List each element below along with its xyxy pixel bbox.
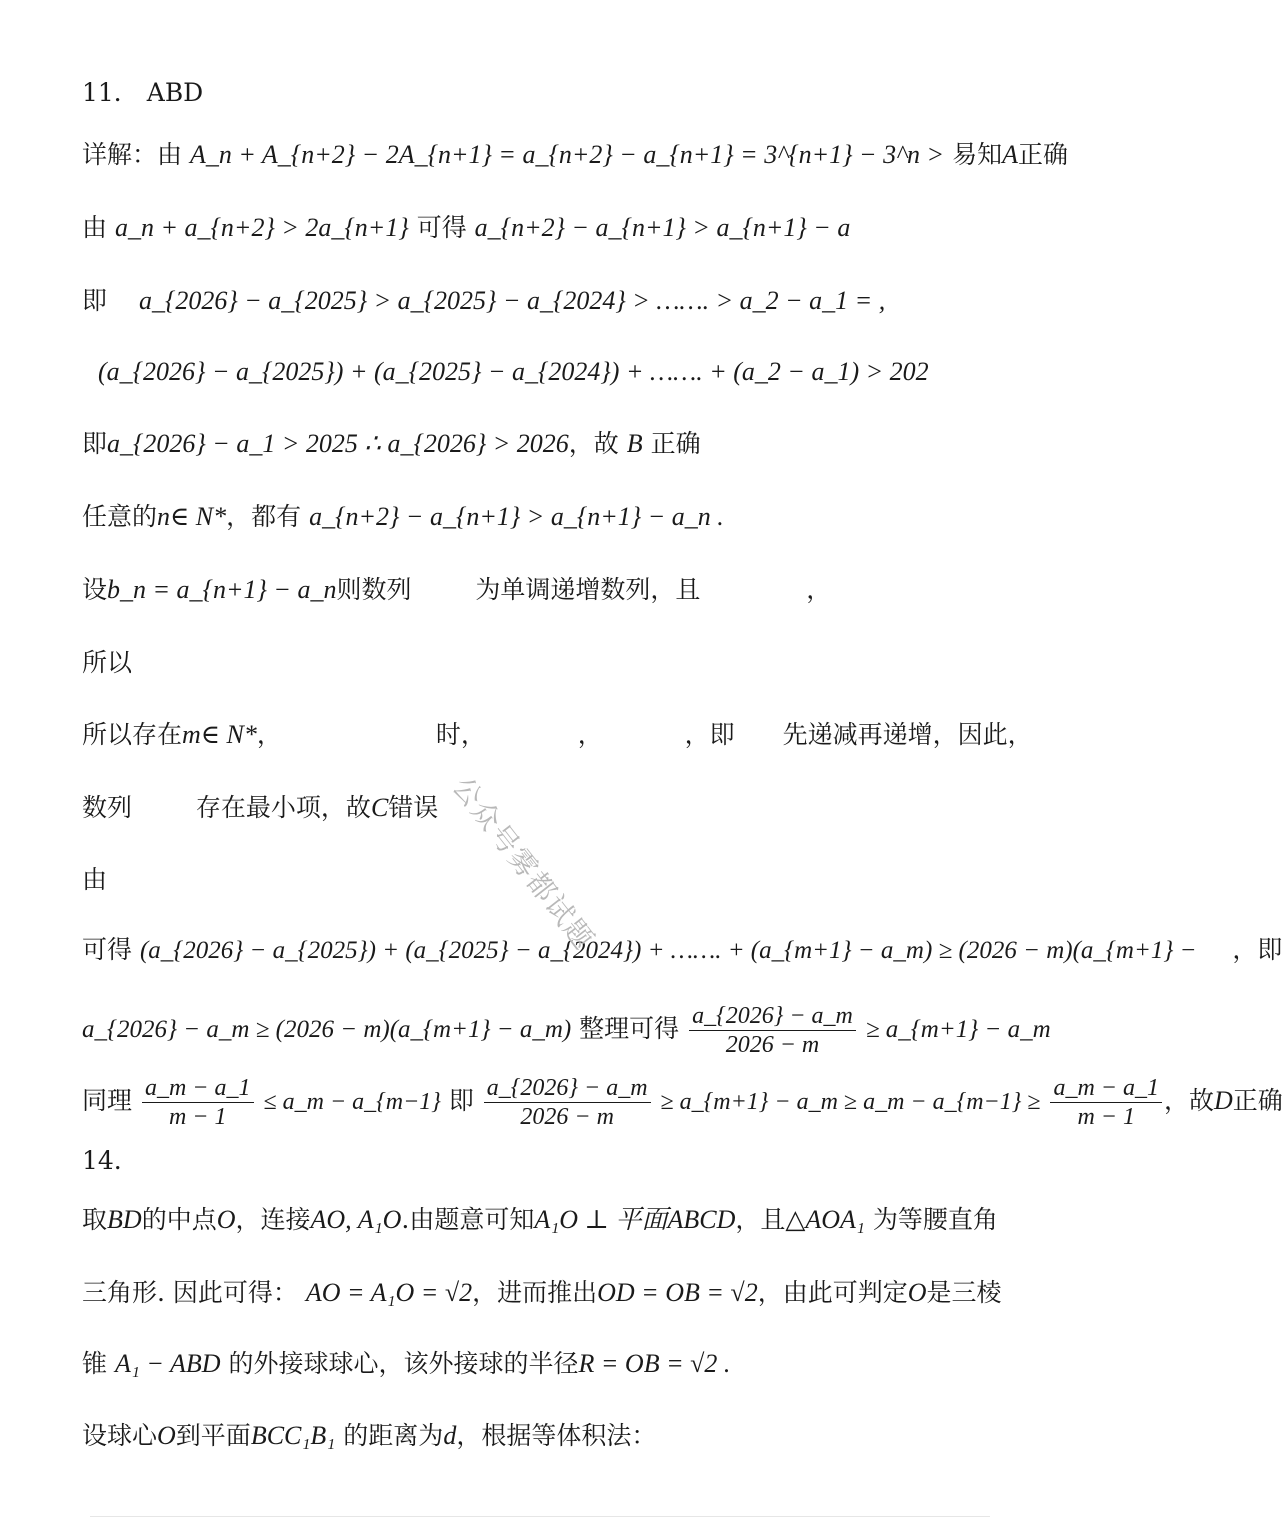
fraction-denominator: m − 1	[1077, 1104, 1135, 1130]
text: 可得	[82, 935, 133, 964]
line-midpoint	[82, 1203, 998, 1237]
text: 即	[448, 1086, 474, 1115]
text: 正确	[1017, 140, 1068, 169]
text: ，进而推出	[472, 1278, 598, 1307]
math-expression: ≥ a_{m+1} − a_m ≥ a_m − a_{m−1} ≥	[660, 1089, 1041, 1115]
math-expression: (a_{2026} − a_{2025}) + (a_{2025} − a_{2024}) + ……. + (a_{m+1} − a_m) ≥ (2026 − m)(a_{m+1} −	[139, 937, 1197, 964]
text: 存在最小项，故	[195, 793, 371, 822]
fraction-denominator: m − 1	[168, 1104, 227, 1130]
text: 时，	[435, 720, 486, 749]
text: 整理可得	[579, 1014, 680, 1043]
fraction-numerator: a_m − a_1	[1050, 1074, 1162, 1103]
fraction-numerator: a_{2026} − a_m	[689, 1002, 856, 1031]
math-expression: m∈ N*	[182, 720, 257, 749]
text: 正确	[1232, 1086, 1283, 1115]
text: ，	[577, 720, 603, 749]
text: ，即	[684, 720, 735, 749]
math-expression: OD = OB = √2	[597, 1278, 758, 1307]
text: 任意的	[82, 502, 158, 531]
line-sum	[82, 355, 929, 389]
text: ，	[256, 720, 282, 749]
math-symbol: B	[626, 429, 643, 458]
line-circumsphere	[82, 1347, 730, 1381]
math-expression: a_{2026} − a_1 > 2025 ∴ a_{2026} > 2026	[107, 429, 569, 458]
text: 即	[82, 286, 108, 315]
fraction-numerator: a_{2026} − a_m	[484, 1074, 651, 1103]
fraction-numerator: a_m − a_1	[142, 1074, 254, 1103]
math-symbol: d	[443, 1421, 457, 1450]
math-expression: a_n + a_{n+2} > 2a_{n+1}	[114, 213, 409, 242]
line-define-b	[82, 573, 831, 607]
math-expression: a_{n+2} − a_{n+1} > a_{n+1} − a	[474, 213, 851, 242]
math-expression: a_{2026} − a_{2025} > a_{2025} − a_{2024} > ……. > a_2 − a_1 = ,	[138, 286, 886, 315]
text: ，即	[1232, 935, 1283, 964]
text: 的中点	[141, 1205, 217, 1234]
math-expression: BD	[107, 1205, 142, 1234]
text: 设	[82, 575, 108, 604]
fraction	[1050, 1074, 1162, 1131]
text: 可得	[416, 213, 467, 242]
fraction	[689, 1002, 856, 1059]
page-edge-divider	[90, 1516, 990, 1517]
text: 数列	[82, 793, 133, 822]
fraction	[142, 1074, 254, 1131]
math-expression: A_n + A_{n+2} − 2A_{n+1} = a_{n+2} − a_{n+1} = 3^{n+1} − 3^n >	[189, 140, 945, 169]
text: 三角形. 因此可得：	[82, 1278, 298, 1307]
math-symbol: C	[370, 793, 389, 822]
line-answer-14: 14.	[82, 1146, 122, 1175]
line-therefore: 所以	[82, 648, 133, 677]
math-symbol: O	[157, 1421, 176, 1450]
text: 则数列	[336, 575, 412, 604]
math-symbol: O	[216, 1205, 236, 1234]
text: ，都有	[226, 502, 302, 531]
math-expression: R = OB = √2 .	[578, 1349, 731, 1378]
text: 是三棱	[926, 1278, 1002, 1307]
line-min-term	[82, 791, 438, 825]
fraction	[484, 1074, 651, 1131]
math-expression: AO = A₁O = √2	[305, 1278, 473, 1307]
line-solution-start	[82, 138, 1068, 172]
math-symbol: A	[1002, 140, 1018, 169]
text: 错误	[388, 793, 439, 822]
text: 取	[82, 1205, 108, 1234]
text: ，由此可判定	[757, 1278, 908, 1307]
math-expression: (a_{2026} − a_{2025}) + (a_{2025} − a_{2024}) + ……. + (a_2 − a_1) > 202	[98, 357, 929, 386]
math-expression: a_{n+2} − a_{n+1} > a_{n+1} − a_n .	[309, 502, 724, 531]
text: 先递减再递增，因此，	[782, 720, 1033, 749]
math-expression: a_{2026} − a_m ≥ (2026 − m)(a_{m+1} − a_m)	[82, 1016, 572, 1043]
line-distance	[82, 1419, 656, 1453]
text: ，故	[1163, 1086, 1214, 1115]
line-any-n	[82, 500, 724, 534]
line-conclusion-b	[82, 427, 701, 461]
math-expression: A₁ − ABD	[114, 1349, 221, 1378]
text: ，根据等体积法：	[456, 1421, 657, 1450]
text: 由	[82, 213, 108, 242]
fraction-denominator: 2026 − m	[520, 1104, 614, 1130]
line-similarly	[82, 1074, 1283, 1131]
text: ，连接	[235, 1205, 311, 1234]
text: 为单调递增数列，且	[475, 575, 701, 604]
line-inequality	[82, 211, 850, 245]
math-symbol: O	[907, 1278, 927, 1307]
text: 详解：由	[82, 140, 183, 169]
math-expression: BCC₁B₁	[250, 1421, 336, 1450]
line-answer-11: 11． ABD	[82, 78, 204, 107]
text: 锥	[82, 1349, 108, 1378]
math-expression: b_n = a_{n+1} − a_n	[107, 575, 337, 604]
math-expression: △AOA₁	[785, 1205, 865, 1234]
watermark: 公众号雾都试题	[445, 770, 602, 957]
text: 所以存在	[82, 720, 183, 749]
line-exists-m	[82, 718, 1033, 752]
text: 即	[82, 429, 108, 458]
text: 到平面	[175, 1421, 251, 1450]
text: 为等腰直角	[872, 1205, 998, 1234]
text: 同理	[82, 1086, 133, 1115]
line-triangle	[82, 1276, 1002, 1310]
text: 设球心	[82, 1421, 158, 1450]
text: 易知	[952, 140, 1003, 169]
math-expression: AO, A₁O	[310, 1205, 402, 1234]
fraction-denominator: 2026 − m	[725, 1032, 820, 1058]
text: 的外接球球心，该外接球的半径	[228, 1349, 579, 1378]
math-expression: ≥ a_{m+1} − a_m	[865, 1016, 1051, 1043]
math-expression: ≤ a_m − a_{m−1}	[263, 1089, 441, 1115]
math-expression: A₁O ⊥ 平面ABCD	[534, 1205, 736, 1234]
text: ，	[806, 575, 832, 604]
line-chain	[82, 284, 885, 318]
text: 的距离为	[343, 1421, 444, 1450]
text: ，故	[568, 429, 619, 458]
math-expression: n∈ N*	[157, 502, 227, 531]
math-symbol: D	[1214, 1086, 1233, 1115]
text: 正确	[650, 429, 701, 458]
line-rearrange	[82, 1002, 1051, 1059]
line-derive	[82, 933, 1282, 968]
line-from: 由	[82, 865, 108, 894]
text: .由题意可知	[401, 1205, 535, 1234]
text: ，且	[735, 1205, 786, 1234]
